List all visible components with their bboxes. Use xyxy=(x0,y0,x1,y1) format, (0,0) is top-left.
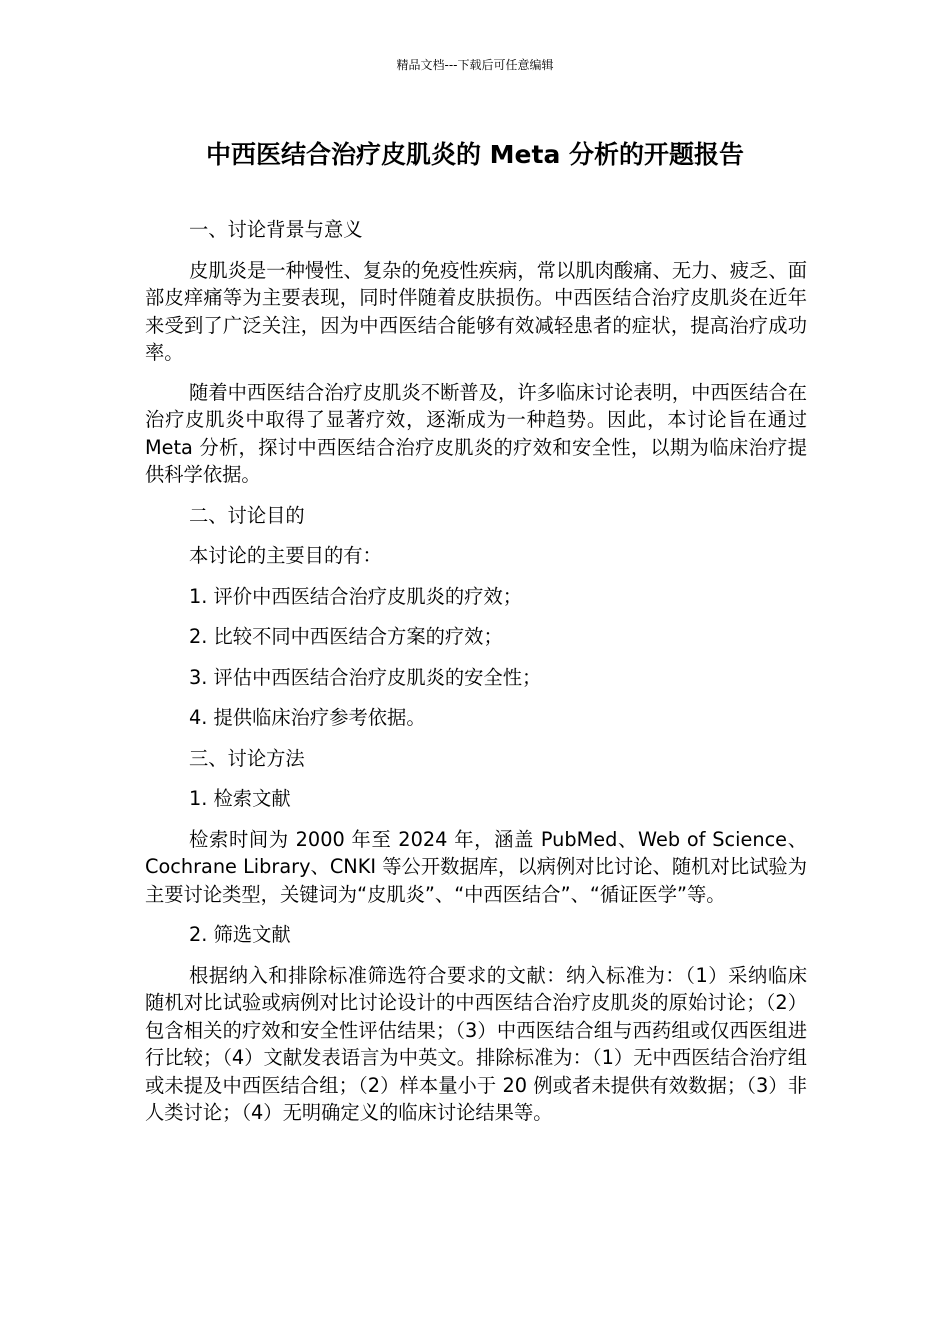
method-screen-text: 根据纳入和排除标准筛选符合要求的文献：纳入标准为：（1）采纳临床随机对比试验或病例对比讨论设计的中西医结合治疗皮肌炎的原始讨论；（2）包含相关的疗效和安全性评估结果；（3）中西医结合组与西药组或仅西医组进行比较；（4）文献发表语言为中英文。排除标准为：（1）无中西医结合治疗组或未提及中西医结合组；（2）样本量小于 20 例或者未提供有效数据；（3）非人类讨论；（4）无明确定义的临床讨论结果等。 xyxy=(145,963,807,1124)
purpose-intro: 本讨论的主要目的有： xyxy=(189,544,382,567)
method-search-text: 检索时间为 2000 年至 2024 年，涵盖 PubMed、Web of Science、Cochrane Library、CNKI 等公开数据库，以病例对比讨论、随机对比试验为主要讨论类型，关键词为“皮肌炎”、“中西医结合”、“循证医学”等。 xyxy=(145,827,807,906)
section-heading-methods: 三、讨论方法 xyxy=(189,746,305,770)
method-subheading-search: 1. 检索文献 xyxy=(189,787,291,810)
method-subheading-screen: 2. 筛选文献 xyxy=(189,923,291,946)
purpose-item-4: 4. 提供临床治疗参考依据。 xyxy=(189,706,426,729)
header-note: 精品文档---下载后可任意编辑 xyxy=(396,58,554,72)
section-heading-purpose: 二、讨论目的 xyxy=(189,503,305,527)
purpose-item-3: 3. 评估中西医结合治疗皮肌炎的安全性； xyxy=(189,665,542,689)
section-heading-background: 一、讨论背景与意义 xyxy=(189,218,363,241)
purpose-item-1: 1. 评价中西医结合治疗皮肌炎的疗效； xyxy=(189,584,523,608)
document-body xyxy=(145,216,807,1127)
purpose-item-2: 2. 比较不同中西医结合方案的疗效； xyxy=(189,625,503,648)
paragraph-background-2: 随着中西医结合治疗皮肌炎不断普及，许多临床讨论表明，中西医结合在治疗皮肌炎中取得了显著疗效，逐渐成为一种趋势。因此，本讨论旨在通过 Meta 分析，探讨中西医结合治疗皮肌炎的疗效和安全性，以期为临床治疗提供科学依据。 xyxy=(145,380,807,486)
document-title: 中西医结合治疗皮肌炎的 Meta 分析的开题报告 xyxy=(205,140,745,169)
paragraph-background-1: 皮肌炎是一种慢性、复杂的免疫性疾病，常以肌肉酸痛、无力、疲乏、面部皮痒痛等为主要表现，同时伴随着皮肤损伤。中西医结合治疗皮肌炎在近年来受到了广泛关注，因为中西医结合能够有效减轻患者的症状，提高治疗成功率。 xyxy=(145,258,807,364)
